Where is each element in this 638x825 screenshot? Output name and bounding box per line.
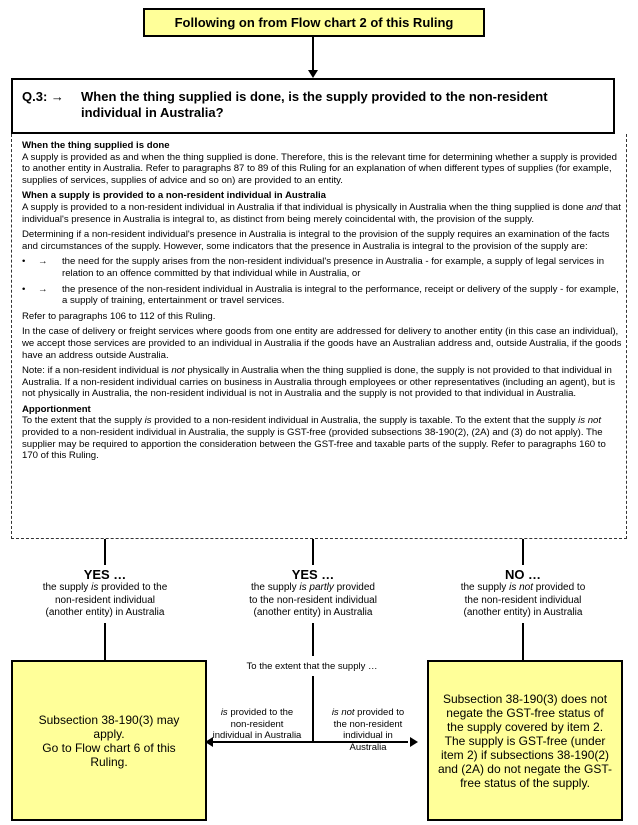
branch-no (432, 567, 614, 620)
arrow-down-icon (308, 70, 318, 78)
start-box-text: Following on from Flow chart 2 of this Ruling (174, 15, 454, 30)
branch-yes (20, 567, 190, 620)
is-not-provided-label: is not provided to the non-resident individual in Australia (331, 707, 405, 753)
start-box (143, 8, 485, 37)
connector-no (522, 539, 524, 565)
connector-partly (312, 539, 314, 565)
arrow-right-icon: → (38, 256, 48, 268)
para-note: Note: if a non-resident individual is not physically in Australia when the thing supplied is done, the supply is not provided to that individual in Australia. If a non-resident individual carries on business in Australia through employees or other representatives (including an agent), but is not physically in Australia, the non-resident individual is not in Australia and the supply is not provided to that individual in Australia. (22, 365, 616, 400)
outcome-right-box (427, 660, 623, 821)
branch-no-text: the supply is not provided to the non-resident individual (another entity) in Australia (460, 582, 586, 618)
branch-yes-head: YES … (83, 567, 127, 582)
para-when-done: A supply is provided as and when the thing supplied is done. Therefore, this is the relevant time for determining whether a supply is provided to another entity in Australia. Refer to paragraphs 87 to 89 of this Ruling for an explanation of when different types of supplies (for example, supplies of services, supplies of advice and so on) are provided to an entity. (22, 151, 617, 186)
outcome-left-box (11, 660, 207, 821)
outcome-right-text: Subsection 38-190(3) does not negate the GST-free status of the supply covered by item 2. The supply is GST-free (under item 2) if subsections 38-190(2) and (2A) do not negate the GST-free status of the supply. (437, 691, 613, 790)
connector-partly-down2 (312, 676, 314, 742)
bullet-icon: • (22, 283, 26, 295)
branch-partly-head: YES … (291, 567, 335, 582)
outcome-left-text: Subsection 38-190(3) may apply. Go to Flow chart 6 of this Ruling. (38, 712, 180, 769)
extent-label: To the extent that the supply … (246, 661, 378, 672)
para-delivery: In the case of delivery or freight services where goods from one entity are addressed for delivery to another entity (in this case an individual), we accept those services are provided to an individual in Australia if the goods have an Australian address and, outside Australia, if the goods have an address outside Australia. (22, 326, 622, 361)
connector-yes (104, 539, 106, 565)
branch-partly (220, 567, 406, 620)
para-provided: A supply is provided to a non-resident individual in Australia if that individual is physically in Australia when the thing supplied is done and that individual's presence in Australia is integral to, as distinct from being merely coincidental with, the provision of the supply. (22, 201, 621, 225)
para-refer: Refer to paragraphs 106 to 112 of this Ruling. (22, 310, 216, 322)
arrow-right-icon: → (50, 89, 64, 104)
bullet-item: • → the presence of the non-resident individual in Australia is integral to the performance, receipt or delivery of the supply - for example, a supply of training, entertainment or travel services. (22, 283, 619, 307)
branch-yes-text: the supply is provided to the non-resident individual (another entity) in Australia (42, 582, 168, 618)
bullet-item: • → the need for the supply arises from the non-resident individual's presence in Australia - for example, a supply of legal services in relation to an offence committed by that individual while in Australia, or (22, 256, 605, 279)
connector-no-box (522, 623, 524, 660)
connector-top (312, 37, 314, 71)
question-label: Q.3: → (22, 89, 64, 104)
bullet-icon: • (22, 256, 26, 268)
is-provided-label: is provided to the non-resident individual in Australia (212, 707, 302, 741)
connector-partly-down (312, 623, 314, 656)
branch-partly-text: the supply is partly provided to the non-resident individual (another entity) in Australia (249, 582, 377, 618)
question-text: When the thing supplied is done, is the supply provided to the non-resident individual in Australia? (81, 89, 548, 120)
heading-provided: When a supply is provided to a non-resident individual in Australia (22, 190, 327, 202)
explanation-text (22, 140, 622, 466)
branch-no-head: NO … (504, 567, 542, 582)
heading-when-done: When the thing supplied is done (22, 140, 170, 151)
para-integral: Determining if a non-resident individual's presence in Australia is integral to the provision of the supply requires an examination of the facts and circumstances of the supply. However, some indicators that the presence in Australia is integral to the provision of the supply are: (22, 229, 610, 252)
heading-apportionment: Apportionment (22, 403, 91, 415)
connector-yes-box (104, 623, 106, 660)
question-box (11, 78, 615, 134)
para-apportionment: To the extent that the supply is provided to a non-resident individual in Australia, the supply is taxable. To the extent that the supply is not provided to a non-resident individual in Australia, the supply is GST-free (provided subsections 38-190(2), (2A) and (3) do not apply). The supplier may be required to apportion the consideration between the GST-free and taxable parts of the supply. Refer to paragraphs 160 to 170 of this Ruling. (22, 415, 606, 462)
arrow-right-icon: → (38, 283, 48, 295)
arrow-right-icon (410, 737, 418, 747)
